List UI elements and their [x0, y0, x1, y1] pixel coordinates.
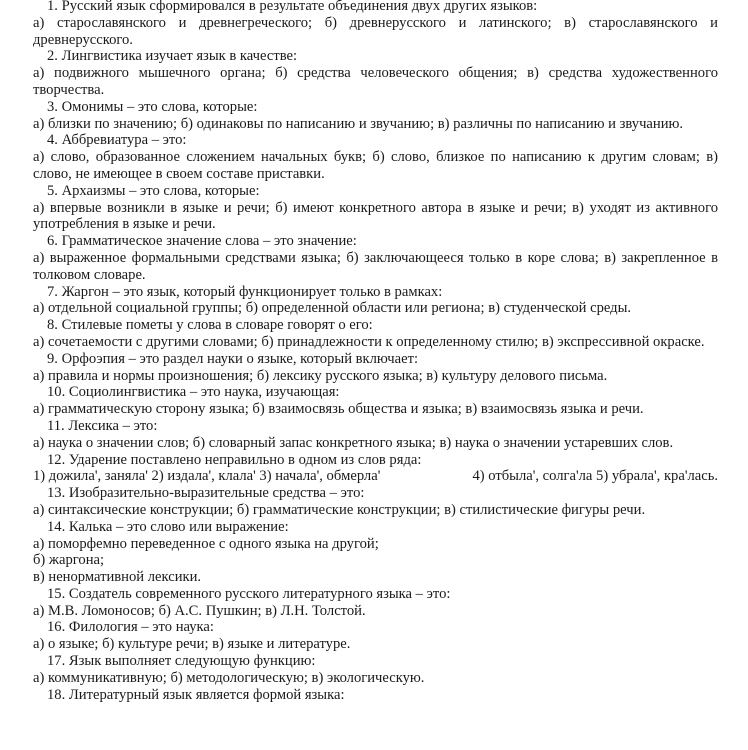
question-15 [33, 586, 718, 620]
question-11 [33, 418, 718, 452]
question-title: 3. Омонимы – это слова, которые: [47, 98, 258, 115]
question-9 [33, 351, 718, 385]
question-title: 12. Ударение поставлено неправильно в одном из слов ряда: [47, 451, 422, 468]
question-title: 4. Аббревиатура – это: [47, 132, 187, 149]
question-5 [33, 183, 718, 233]
question-options: а) М.В. Ломоносов; б) А.С. Пушкин; в) Л.Н. Толстой. [33, 602, 366, 619]
question-8 [33, 317, 718, 351]
question-title: 16. Филология – это наука: [47, 619, 214, 636]
question-title: 10. Социолингвистика – это наука, изучающая: [47, 384, 340, 401]
question-options: а) правила и нормы произношения; б) лексику русского языка; в) культуру делового письма. [33, 367, 608, 384]
question-title: 2. Лингвистика изучает язык в качестве: [47, 48, 298, 65]
question-13 [33, 485, 718, 519]
question-options-tail: 4) отбыла', солга'ла 5) убрала', кра'лась. [472, 468, 718, 485]
question-2 [33, 48, 718, 98]
question-title: 15. Создатель современного русского литературного языка – это: [47, 585, 451, 602]
question-10 [33, 384, 718, 418]
question-options: а) грамматическую сторону языка; б) взаимосвязь общества и языка; в) взаимосвязь языка и речи. [33, 401, 644, 418]
question-options: а) коммуникативную; б) методологическую; в) экологическую. [33, 669, 425, 686]
question-options: а) близки по значению; б) одинаковы по написанию и звучанию; в) различны по написанию и звучанию. [33, 115, 684, 132]
question-options: а) о языке; б) культуре речи; в) языке и литературе. [33, 636, 351, 653]
question-option: б) жаргона; [33, 552, 105, 569]
question-option: в) ненормативной лексики. [33, 569, 202, 586]
question-title: 5. Архаизмы – это слова, которые: [47, 182, 260, 199]
question-options: а) отдельной социальной группы; б) определенной области или региона; в) студенческой среды. [33, 300, 632, 317]
question-6 [33, 233, 718, 283]
question-options: а) впервые возникли в языке и речи; б) имеют конкретного автора в языке и речи; в) уходят из активного употребления в языке и речи. [33, 199, 718, 233]
question-3 [33, 99, 718, 133]
question-title: 14. Калька – это слово или выражение: [47, 518, 289, 535]
question-16 [33, 619, 718, 653]
question-option: а) поморфемно переведенное с одного языка на другой; [33, 535, 379, 552]
question-1 [33, 0, 718, 48]
question-12 [33, 452, 718, 486]
document-page [33, 0, 718, 703]
question-options: а) сочетаемости с другими словами; б) принадлежности к определенному стилю; в) экспрессивной окраске. [33, 333, 705, 350]
question-title: 1. Русский язык сформировался в результате объединения двух других языков: [47, 0, 538, 14]
question-title: 13. Изобразительно-выразительные средства – это: [47, 485, 365, 502]
question-title: 6. Грамматическое значение слова – это значение: [47, 233, 357, 250]
question-options: а) старославянского и древнегреческого; б) древнерусского и латинского; в) старославянского и древнерусского. [33, 14, 718, 48]
question-options: а) синтаксические конструкции; б) грамматические конструкции; в) стилистические фигуры речи. [33, 501, 646, 518]
question-title: 11. Лексика – это: [47, 417, 158, 434]
question-options: а) выраженное формальными средствами языка; б) заключающееся только в коре слова; в) закрепленное в толковом словаре. [33, 249, 718, 283]
question-title: 8. Стилевые пометы у слова в словаре говорят о его: [47, 317, 373, 334]
question-options-head: 1) дожила', заняла' 2) издала', клала' 3) начала', обмерла' [33, 468, 381, 485]
question-options: а) слово, образованное сложением начальных букв; б) слово, близкое по написанию к другим словам; в) слово, не имеющее в своем составе приставки. [33, 149, 718, 182]
question-17 [33, 653, 718, 687]
question-title: 17. Язык выполняет следующую функцию: [47, 653, 316, 670]
question-title: 9. Орфоэпия – это раздел науки о языке, который включает: [47, 350, 419, 367]
question-4 [33, 132, 718, 182]
question-title: 7. Жаргон – это язык, который функционирует только в рамках: [47, 283, 443, 300]
question-18 [33, 687, 718, 704]
question-7 [33, 284, 718, 318]
question-options [33, 468, 718, 485]
question-14 [33, 519, 718, 586]
question-title: 18. Литературный язык является формой языка: [47, 686, 345, 703]
question-options: а) наука о значении слов; б) словарный запас конкретного языка; в) наука о значении устаревших слов. [33, 434, 674, 451]
question-options: а) подвижного мышечного органа; б) средства человеческого общения; в) средства художественного творчества. [33, 65, 718, 98]
